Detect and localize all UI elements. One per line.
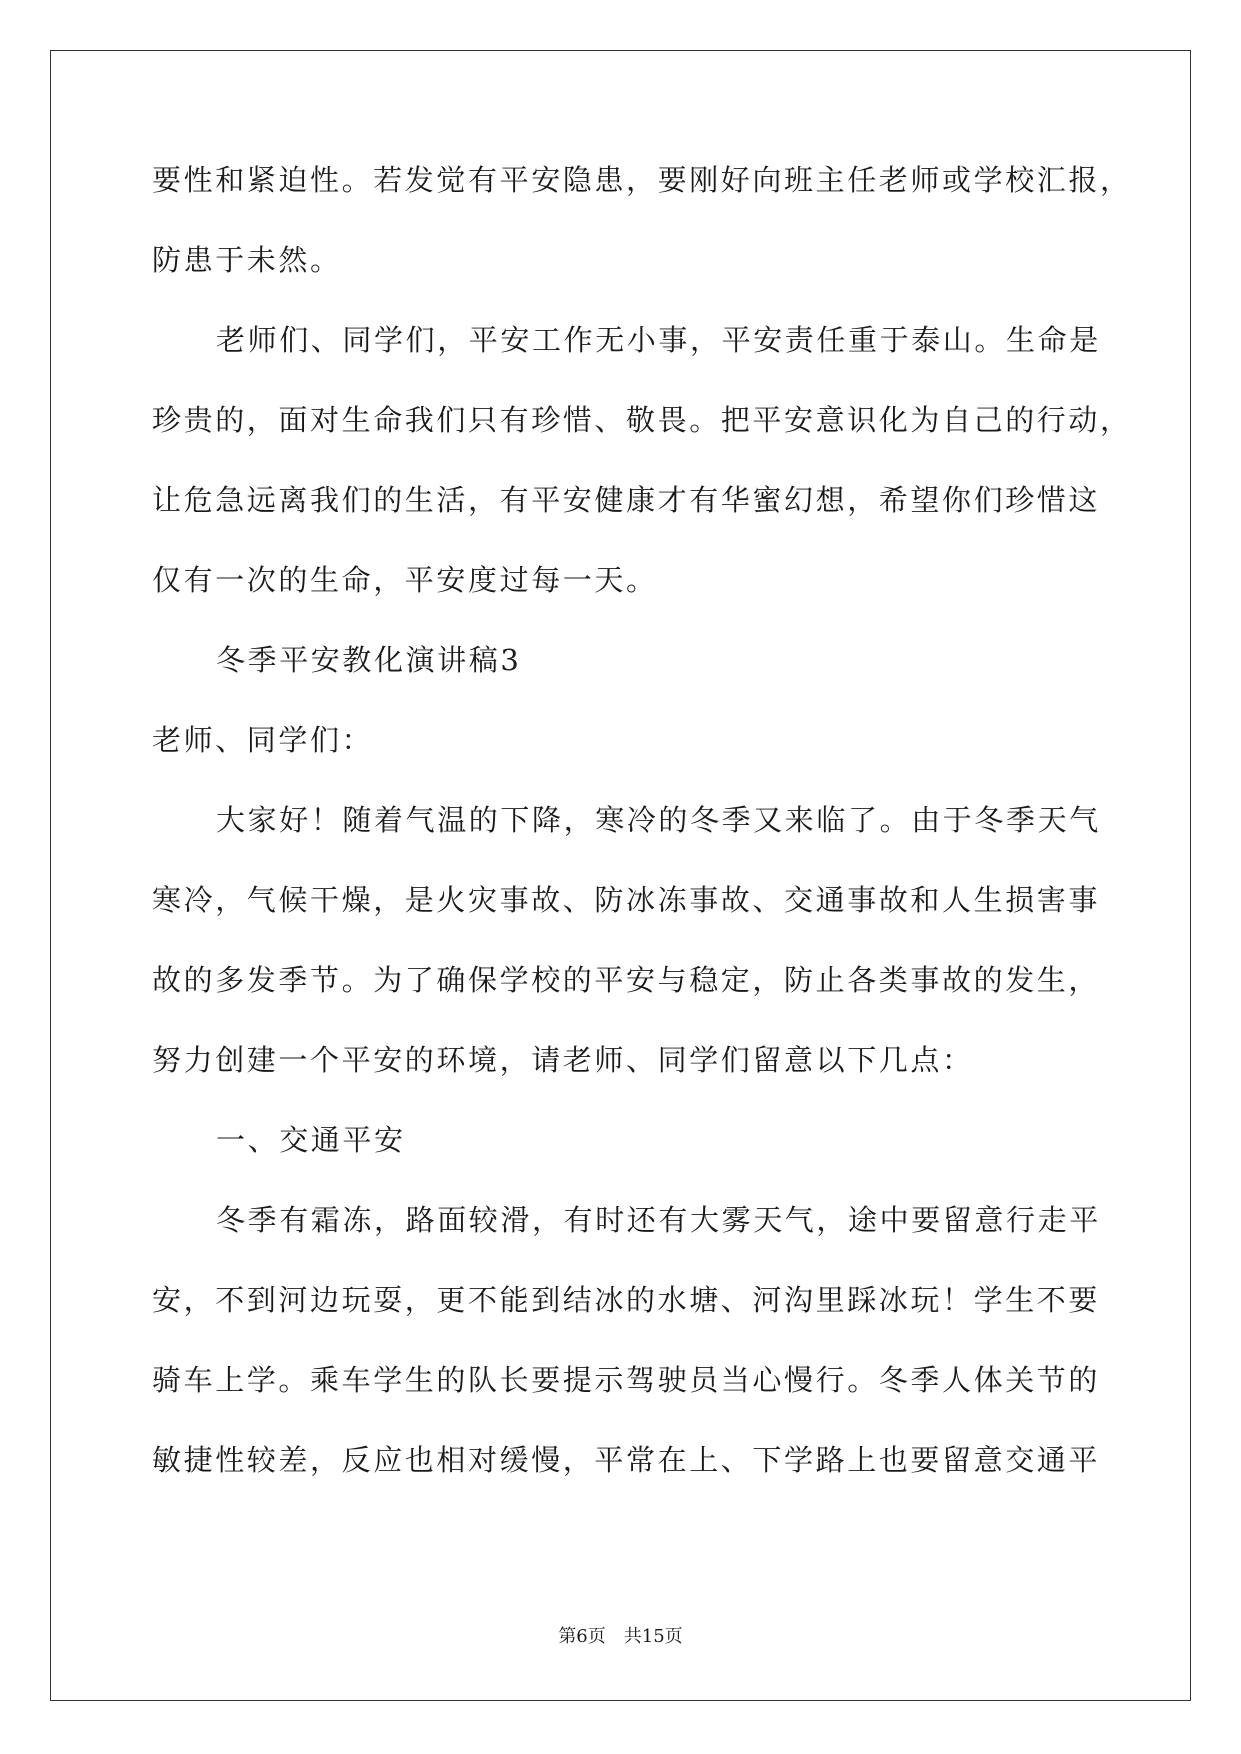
body-line: 让危急远离我们的生活，有平安健康才有华蜜幻想，希望你们珍惜这 — [152, 483, 1101, 517]
body-line: 敏捷性较差，反应也相对缓慢，平常在上、下学路上也要留意交通平 — [152, 1443, 1101, 1477]
body-line: 骑车上学。乘车学生的队长要提示驾驶员当心慢行。冬季人体关节的 — [152, 1363, 1101, 1397]
body-line: 要性和紧迫性。若发觉有平安隐患，要刚好向班主任老师或学校汇报， — [152, 163, 1132, 197]
page-number: 第6页 — [558, 1626, 606, 1647]
document-body — [152, 160, 1132, 1520]
body-line: 寒冷，气候干燥，是火灾事故、防冰冻事故、交通事故和人生损害事 — [152, 883, 1101, 917]
page-total: 共15页 — [623, 1626, 683, 1647]
body-line: 珍贵的，面对生命我们只有珍惜、敬畏。把平安意识化为自己的行动， — [152, 403, 1132, 437]
paragraph-start: 冬季有霜冻，路面较滑，有时还有大雾天气，途中要留意行走平 — [216, 1203, 1101, 1237]
body-line: 安，不到河边玩耍，更不能到结冰的水塘、河沟里踩冰玩！学生不要 — [152, 1283, 1101, 1317]
body-line: 故的多发季节。为了确保学校的平安与稳定，防止各类事故的发生， — [152, 963, 1101, 997]
page-footer — [0, 1625, 1241, 1649]
paragraph-start: 大家好！随着气温的下降，寒冷的冬季又来临了。由于冬季天气 — [216, 803, 1101, 837]
subsection-heading: 一、交通平安 — [216, 1123, 406, 1157]
section-heading: 冬季平安教化演讲稿3 — [216, 643, 522, 677]
body-line: 努力创建一个平安的环境，请老师、同学们留意以下几点： — [152, 1043, 974, 1077]
salutation: 老师、同学们： — [152, 723, 374, 757]
body-line: 仅有一次的生命，平安度过每一天。 — [152, 563, 658, 597]
paragraph-start: 老师们、同学们，平安工作无小事，平安责任重于泰山。生命是 — [216, 323, 1101, 357]
body-line: 防患于未然。 — [152, 243, 342, 277]
